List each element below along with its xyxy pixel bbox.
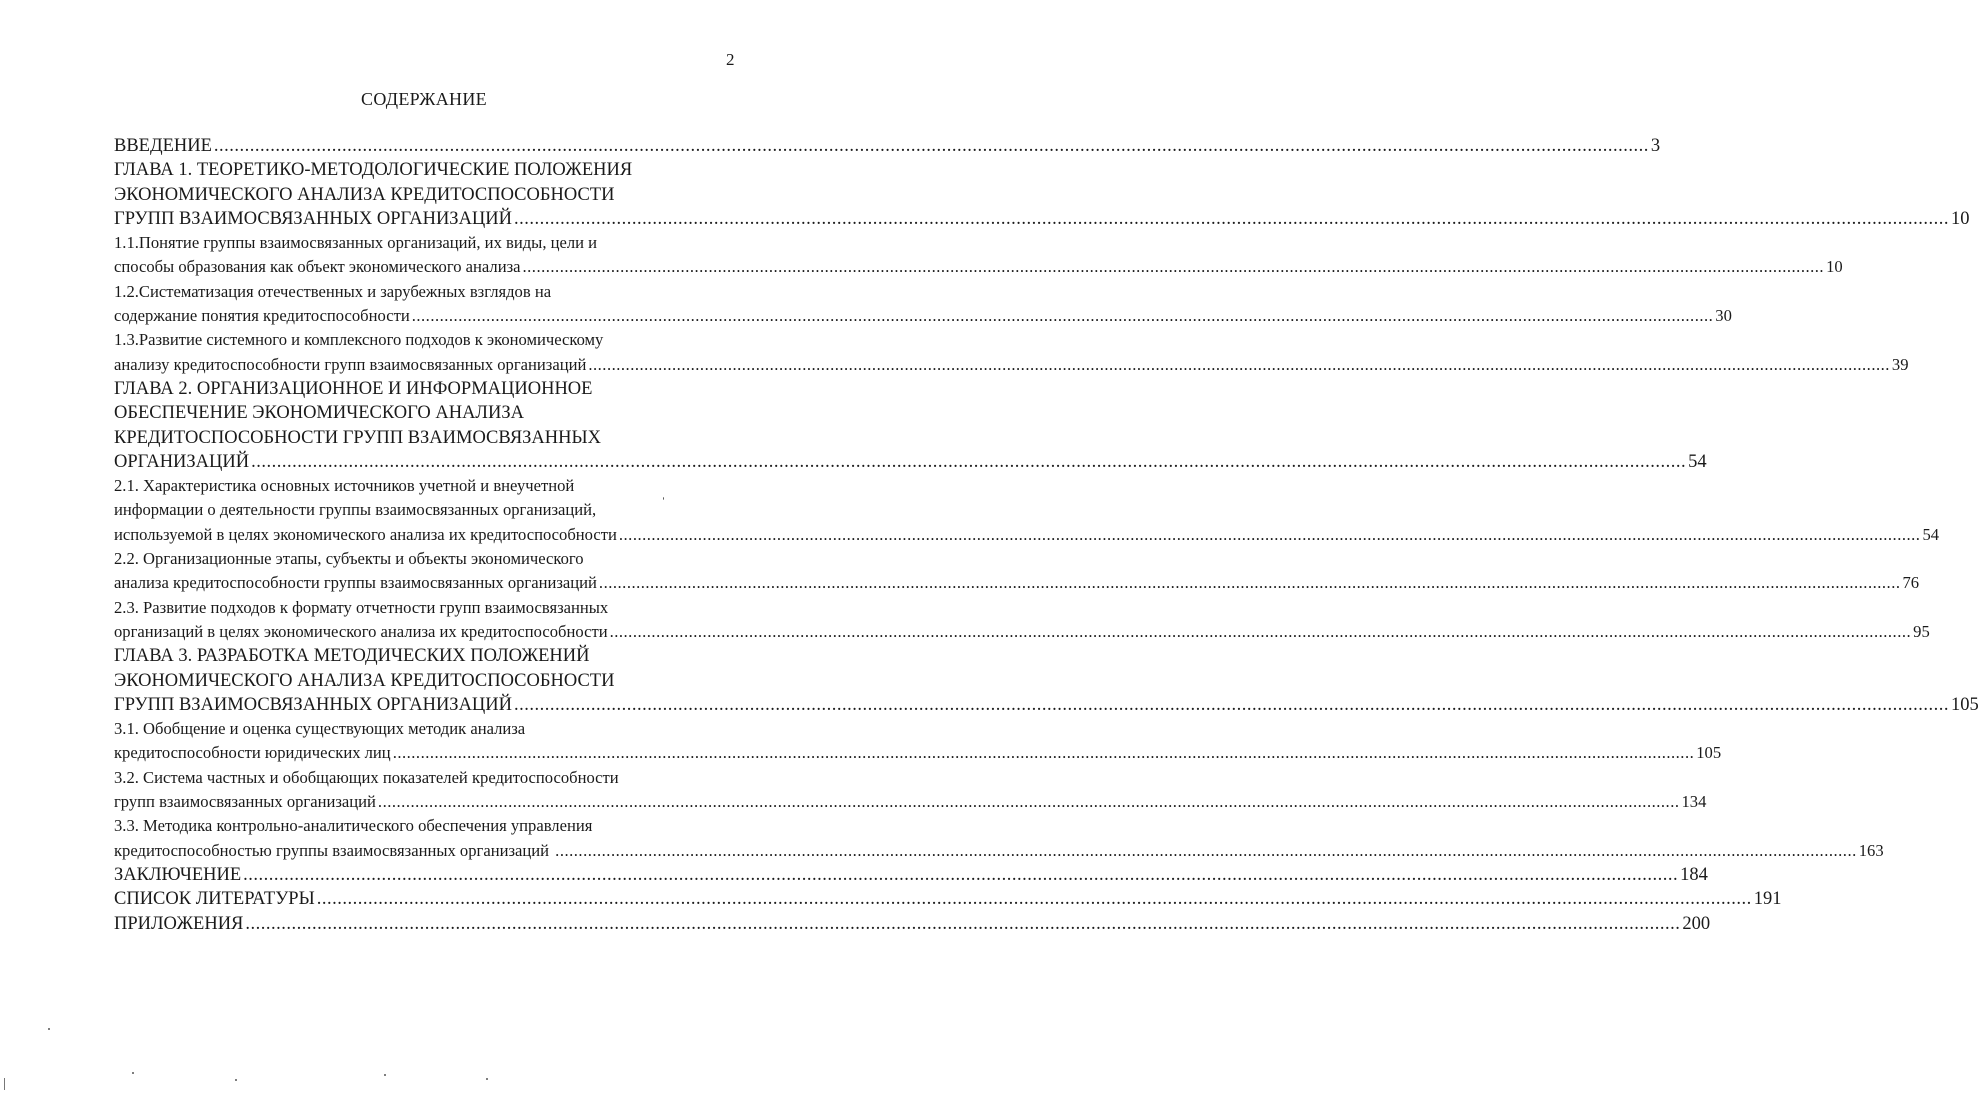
toc-section-entry — [114, 547, 1920, 596]
toc-entry-leader-line — [114, 863, 1708, 887]
toc-section-entry — [114, 814, 1884, 863]
toc-entry-text: кредитоспособности юридических лиц — [114, 743, 391, 763]
scan-speck — [384, 1074, 386, 1076]
toc-entry-leader-line — [114, 887, 1782, 911]
toc-entry-text: ГРУПП ВЗАИМОСВЯЗАННЫХ ОРГАНИЗАЦИЙ — [114, 694, 513, 715]
toc-entry-leader-line — [114, 790, 1707, 814]
toc-section-entry — [114, 717, 1722, 766]
toc-entry-text: групп взаимосвязанных организаций — [114, 792, 376, 812]
toc-entry-text: анализу кредитоспособности групп взаимосвязанных организаций — [114, 354, 587, 374]
toc-section-entry — [114, 280, 1732, 329]
toc-entry-line: информации о деятельности группы взаимосвязанных организаций, — [114, 500, 597, 520]
toc-entry-leader-line — [114, 571, 1920, 595]
toc-section-entry — [114, 596, 1930, 645]
toc-entry-line: 3.3. Методика контрольно-аналитического обеспечения управления — [114, 816, 593, 836]
toc-chapter-entry — [114, 158, 1970, 231]
toc-entry-text: ОРГАНИЗАЦИЙ — [114, 451, 250, 472]
toc-page-number: 54 — [1922, 524, 1940, 544]
toc-entry-line: ЭКОНОМИЧЕСКОГО АНАЛИЗА КРЕДИТОСПОСОБНОСТИ — [114, 670, 615, 691]
toc-page-number: 76 — [1902, 573, 1920, 593]
dot-leader — [243, 865, 1678, 885]
toc-entry-line: ГЛАВА 3. РАЗРАБОТКА МЕТОДИЧЕСКИХ ПОЛОЖЕНИЙ — [114, 646, 590, 667]
dot-leader — [251, 452, 1686, 472]
toc-entry-leader-line — [114, 620, 1930, 644]
toc-entry-line: ОБЕСПЕЧЕНИЕ ЭКОНОМИЧЕСКОГО АНАЛИЗА — [114, 403, 524, 424]
dot-leader — [214, 136, 1649, 156]
toc-entry-leader-line — [114, 693, 1979, 717]
toc-chapter-entry — [114, 912, 1711, 936]
dot-leader — [514, 209, 1949, 229]
toc-entry-leader-line — [114, 255, 1843, 279]
dot-leader — [588, 355, 1890, 374]
toc-chapter-entry — [114, 887, 1782, 911]
toc-entry-leader-line — [114, 353, 1909, 377]
toc-entry-text: способы образования как объект экономического анализа — [114, 257, 521, 277]
toc-entry-line: 3.1. Обобщение и оценка существующих методик анализа — [114, 719, 526, 739]
toc-page-number: 163 — [1858, 840, 1884, 860]
toc-entry-leader-line — [114, 450, 1707, 474]
toc-entry-line: ЭКОНОМИЧЕСКОГО АНАЛИЗА КРЕДИТОСПОСОБНОСТИ — [114, 184, 615, 205]
toc-entry-text: ГРУПП ВЗАИМОСВЯЗАННЫХ ОРГАНИЗАЦИЙ — [114, 208, 513, 229]
toc-entry-line: 1.1.Понятие группы взаимосвязанных организаций, их виды, цели и — [114, 233, 598, 253]
toc-entry-leader-line — [114, 207, 1970, 231]
toc-entry-line: 3.2. Система частных и обобщающих показателей кредитоспособности — [114, 767, 619, 787]
toc-page-number: 54 — [1688, 451, 1707, 472]
scan-edge-mark — [4, 1078, 7, 1090]
toc-entry-leader-line — [114, 523, 1940, 547]
dot-leader — [245, 914, 1680, 934]
toc-entry-line: 1.2.Систематизация отечественных и зарубежных взглядов на — [114, 281, 552, 301]
toc-entry-leader-line — [114, 741, 1722, 765]
toc-entry-text: организаций в целях экономического анализа их кредитоспособности — [114, 621, 608, 641]
toc-entry-line: 2.2. Организационные этапы, субъекты и объекты экономического — [114, 549, 584, 569]
toc-page-number: 184 — [1680, 864, 1708, 885]
toc-entry-leader-line — [114, 304, 1732, 328]
toc-chapter-entry — [114, 134, 1661, 158]
toc-entry-text: СПИСОК ЛИТЕРАТУРЫ — [114, 889, 315, 910]
scan-speck — [48, 1028, 50, 1030]
dot-leader — [599, 573, 1901, 592]
toc-entry-line: КРЕДИТОСПОСОБНОСТИ ГРУПП ВЗАИМОСВЯЗАННЫХ — [114, 427, 601, 448]
dot-leader — [317, 889, 1752, 909]
page-number: 2 — [726, 50, 735, 69]
toc-entry-text: используемой в целях экономического анализа их кредитоспособности — [114, 524, 617, 544]
toc-section-entry — [114, 474, 1940, 547]
toc-page-number: 134 — [1681, 792, 1707, 812]
toc-entry-text: ПРИЛОЖЕНИЯ — [114, 913, 244, 934]
toc-chapter-entry — [114, 377, 1707, 474]
toc-entry-text: кредитоспособностью группы взаимосвязанных организаций — [114, 840, 554, 860]
toc-entry-leader-line — [114, 134, 1661, 158]
dot-leader — [514, 695, 1949, 715]
toc-entry-leader-line — [114, 912, 1711, 936]
toc-chapter-entry — [114, 863, 1708, 887]
dot-leader — [412, 306, 1714, 325]
toc-page-number: 10 — [1826, 257, 1843, 277]
scan-speck — [486, 1078, 488, 1080]
toc-page-number: 191 — [1753, 889, 1782, 910]
toc-entry-text: содержание понятия кредитоспособности — [114, 306, 410, 326]
toc-entry-line: 1.3.Развитие системного и комплексного подходов к экономическому — [114, 330, 604, 350]
toc-entry-line: ГЛАВА 2. ОРГАНИЗАЦИОННОЕ И ИНФОРМАЦИОННОЕ — [114, 378, 593, 399]
dot-leader — [393, 743, 1695, 762]
toc-entry-text: ЗАКЛЮЧЕНИЕ — [114, 864, 242, 885]
page-title: СОДЕРЖАНИЕ — [361, 89, 487, 109]
toc-page-number: 10 — [1951, 208, 1970, 229]
dot-leader — [619, 525, 1921, 544]
toc-section-entry — [114, 766, 1707, 815]
toc-chapter-entry — [114, 644, 1979, 717]
scan-speck — [132, 1072, 134, 1074]
toc-entry-line: 2.3. Развитие подходов к формату отчетности групп взаимосвязанных — [114, 597, 609, 617]
scan-speck — [663, 497, 664, 500]
toc-entry-text: анализа кредитоспособности группы взаимосвязанных организаций — [114, 573, 597, 593]
dot-leader — [610, 622, 1912, 641]
dot-leader — [378, 792, 1680, 811]
toc-page-number: 30 — [1715, 306, 1732, 326]
toc-page-number: 105 — [1951, 694, 1979, 715]
toc-page-number: 200 — [1682, 913, 1711, 934]
scan-speck — [235, 1079, 237, 1081]
toc-page-number: 105 — [1696, 743, 1722, 763]
toc-page-number: 3 — [1650, 136, 1661, 156]
toc-page-number: 39 — [1891, 354, 1909, 374]
dot-leader — [555, 841, 1857, 860]
toc-entry-line: ГЛАВА 1. ТЕОРЕТИКО-МЕТОДОЛОГИЧЕСКИЕ ПОЛОЖЕНИЯ — [114, 160, 633, 181]
toc-page-number: 95 — [1913, 621, 1930, 641]
toc-entry-text: ВВЕДЕНИЕ — [114, 136, 212, 156]
toc-section-entry — [114, 328, 1909, 377]
toc-entry-line: 2.1. Характеристика основных источников учетной и внеучетной — [114, 476, 575, 496]
table-of-contents — [114, 134, 1979, 936]
dot-leader — [523, 257, 1825, 276]
toc-entry-leader-line — [114, 839, 1884, 863]
toc-section-entry — [114, 231, 1843, 280]
